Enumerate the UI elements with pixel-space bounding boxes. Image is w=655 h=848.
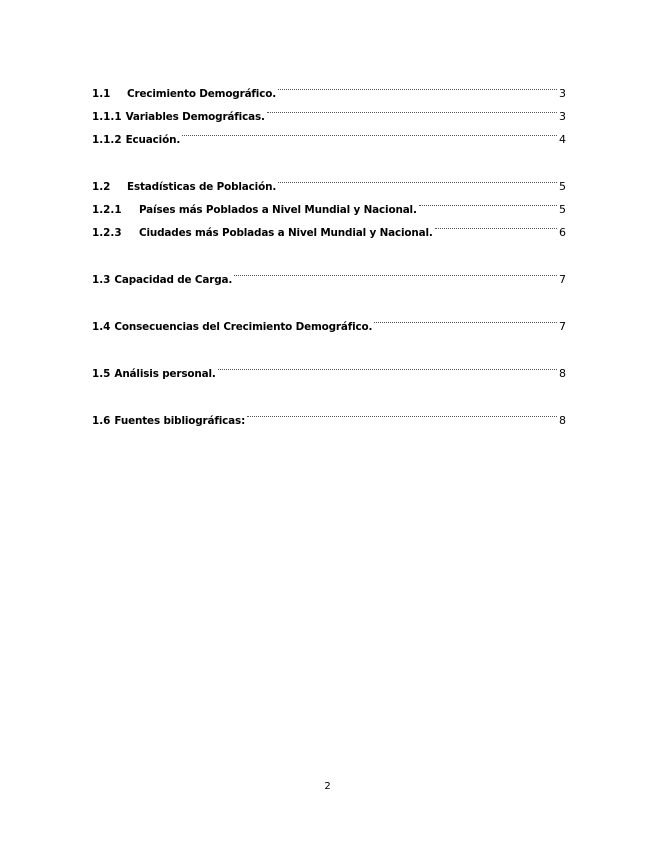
toc-entry-title: Capacidad de Carga. <box>114 274 233 286</box>
toc-entry-number: 1.1 <box>92 88 111 100</box>
toc-entry-title: Estadísticas de Población. <box>127 181 277 193</box>
toc-entry-number: 1.2.1 <box>92 204 122 216</box>
toc-entry-title: Ecuación. <box>125 134 181 146</box>
dot-leader <box>374 307 557 330</box>
dot-leader <box>435 213 557 236</box>
dot-leader <box>182 120 557 143</box>
dot-leader <box>234 260 557 283</box>
page-footer-number: 2 <box>324 781 331 792</box>
toc-entry-1-3[interactable] <box>92 260 566 286</box>
dot-leader <box>247 401 557 424</box>
dot-leader <box>419 190 557 213</box>
toc-entry-number: 1.1.2 <box>92 134 122 146</box>
toc-entry-title: Crecimiento Demográfico. <box>127 88 277 100</box>
toc-entry-title: Países más Poblados a Nivel Mundial y Nacional. <box>139 204 417 216</box>
toc-entry-page: 7 <box>559 273 566 286</box>
toc-entry-number: 1.2.3 <box>92 227 122 239</box>
toc-entry-number: 1.3 <box>92 274 111 286</box>
toc-entry-number: 1.1.1 <box>92 111 122 123</box>
toc-entry-1-1[interactable] <box>92 74 566 100</box>
toc-entry-1-6[interactable] <box>92 401 566 427</box>
dot-leader <box>218 354 557 377</box>
toc-entry-number: 1.6 <box>92 415 111 427</box>
toc-entry-title: Consecuencias del Crecimiento Demográfico. <box>114 321 373 333</box>
toc-entry-page: 5 <box>559 180 566 193</box>
toc-entry-title: Fuentes bibliográficas: <box>114 415 246 427</box>
toc-entry-page: 7 <box>559 320 566 333</box>
toc-entry-number: 1.2 <box>92 181 111 193</box>
table-of-contents <box>92 74 566 427</box>
toc-entry-1-5[interactable] <box>92 354 566 380</box>
toc-entry-number: 1.4 <box>92 321 111 333</box>
toc-entry-page: 3 <box>559 87 566 100</box>
dot-leader <box>267 97 557 120</box>
toc-entry-page: 8 <box>559 367 566 380</box>
toc-entry-title: Ciudades más Pobladas a Nivel Mundial y Nacional. <box>139 227 433 239</box>
toc-entry-page: 5 <box>559 203 566 216</box>
toc-entry-page: 4 <box>559 133 566 146</box>
dot-leader <box>278 167 557 190</box>
toc-entry-number: 1.5 <box>92 368 111 380</box>
dot-leader <box>278 74 557 97</box>
toc-entry-page: 6 <box>559 226 566 239</box>
toc-entry-1-4[interactable] <box>92 307 566 333</box>
toc-entry-title: Variables Demográficas. <box>125 111 265 123</box>
toc-entry-1-2[interactable] <box>92 167 566 193</box>
toc-entry-title: Análisis personal. <box>114 368 216 380</box>
toc-entry-page: 8 <box>559 414 566 427</box>
toc-entry-page: 3 <box>559 110 566 123</box>
